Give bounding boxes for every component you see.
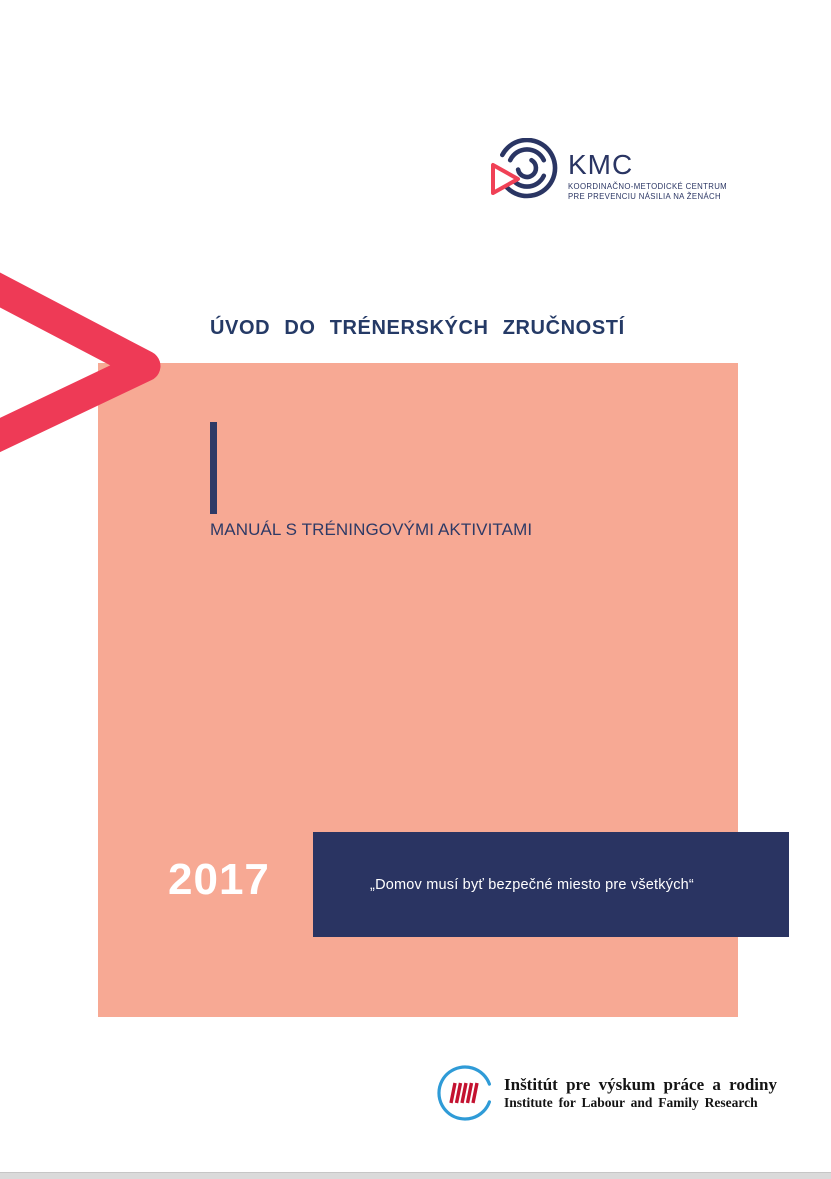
quote-banner [313,832,789,937]
accent-bar [210,422,217,514]
kmc-logo [568,150,727,202]
year-label: 2017 [168,855,270,904]
institute-logo [436,1064,777,1122]
quote-text: „Domov musí byť bezpečné miesto pre všetkých“ [370,876,694,893]
institute-name-sk: Inštitút pre výskum práce a rodiny [504,1074,777,1094]
page-bottom-divider [0,1172,831,1179]
kmc-tagline-line1: KOORDINAČNO-METODICKÉ CENTRUM [568,182,728,191]
cover-title: ÚVOD DO TRÉNERSKÝCH ZRUČNOSTÍ [210,317,625,339]
kmc-tagline-line2: PRE PREVENCIU NÁSILIA NA ŽENÁCH [568,191,721,201]
kmc-wordmark: KMC [568,149,634,180]
institute-name-en: Institute for Labour and Family Research [504,1095,758,1111]
cover-subtitle: MANUÁL S TRÉNINGOVÝMI AKTIVITAMI [210,520,533,539]
kmc-arcs-icon [490,138,558,200]
institute-circle-icon [436,1064,494,1122]
